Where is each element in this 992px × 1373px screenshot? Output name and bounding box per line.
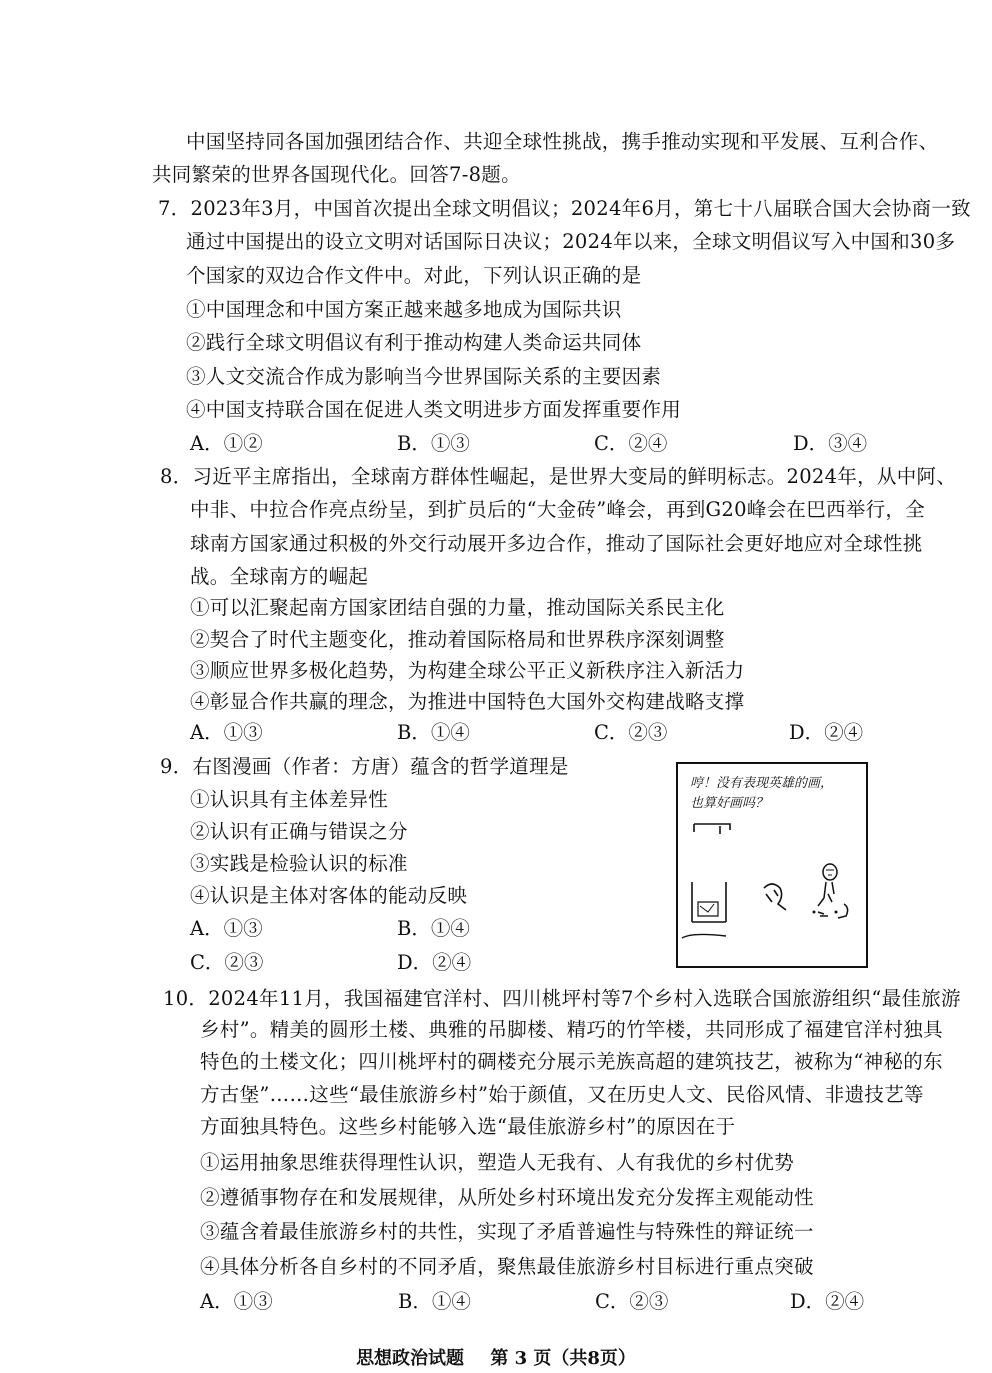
footer-page-number: 第 3 页（共8页） [490,1348,636,1369]
page-footer [0,1344,992,1370]
q7-option-d[interactable]: D．③④ [793,432,868,455]
q9-option-b[interactable]: B．①④ [397,917,470,940]
q9-option-d[interactable]: D．②④ [397,951,472,974]
cartoon-caption-line-2: 也算好画吗？ [690,796,769,811]
footer-subject: 思想政治试题 [356,1348,465,1369]
q9-statement-1: ①认识具有主体差异性 [190,788,389,811]
q8-stem-line-1: 8．习近平主席指出，全球南方群体性崛起，是世界大变局的鲜明标志。2024年，从中阿、 [160,465,957,488]
q10-option-a[interactable]: A．①③ [200,1290,273,1313]
q7-stem-line-3: 个国家的双边合作文件中。对此，下列认识正确的是 [186,264,642,287]
q8-stem-line-4: 战。全球南方的崛起 [190,565,369,588]
cartoon-drawing [678,764,866,966]
q10-stem-line-4: 方古堡”……这些“最佳旅游乡村”始于颜值，又在历史人文、民俗风情、非遗技艺等 [200,1083,924,1106]
q8-option-b[interactable]: B．①④ [397,721,470,744]
q7-option-a[interactable]: A．①② [190,432,263,455]
q8-statement-4: ④彰显合作共赢的理念，为推进中国特色大国外交构建战略支撑 [190,690,745,713]
q9-option-c[interactable]: C．②③ [190,951,264,974]
q9-statement-4: ④认识是主体对客体的能动反映 [190,884,468,907]
q10-option-b[interactable]: B．①④ [398,1290,471,1313]
q10-option-d[interactable]: D．②④ [790,1290,865,1313]
q8-statement-1: ①可以汇聚起南方国家团结自强的力量，推动国际关系民主化 [190,596,725,619]
q7-statement-4: ④中国支持联合国在促进人类文明进步方面发挥重要作用 [186,398,682,421]
q10-stem-line-3: 特色的土楼文化；四川桃坪村的碉楼充分展示羌族高超的建筑技艺，被称为“神秘的东 [200,1050,943,1073]
q10-statement-3: ③蕴含着最佳旅游乡村的共性，实现了矛盾普遍性与特殊性的辩证统一 [200,1220,814,1243]
q7-option-b[interactable]: B．①③ [397,432,470,455]
intro-line-2: 共同繁荣的世界各国现代化。回答7-8题。 [152,163,521,186]
q8-option-a[interactable]: A．①③ [190,721,263,744]
q8-statement-3: ③顺应世界多极化趋势，为构建全球公平正义新秩序注入新活力 [190,659,745,682]
q7-statement-3: ③人文交流合作成为影响当今世界国际关系的主要因素 [186,365,662,388]
intro-line-1: 中国坚持同各国加强团结合作、共迎全球性挑战，携手推动实现和平发展、互利合作、 [186,130,939,153]
q8-stem-line-3: 球南方国家通过积极的外交行动展开多边合作，推动了国际社会更好地应对全球性挑 [190,532,923,555]
q10-option-c[interactable]: C．②③ [595,1290,669,1313]
q7-option-c[interactable]: C．②④ [594,432,668,455]
q7-stem-line-1: 7．2023年3月，中国首次提出全球文明倡议；2024年6月，第七十八届联合国大会协商一致 [158,197,971,220]
q7-statement-1: ①中国理念和中国方案正越来越多地成为国际共识 [186,298,622,321]
q8-statement-2: ②契合了时代主题变化，推动着国际格局和世界秩序深刻调整 [190,628,725,651]
cartoon-illustration [676,762,868,968]
q10-stem-line-2: 乡村”。精美的圆形土楼、典雅的吊脚楼、精巧的竹竿楼，共同形成了福建官洋村独具 [200,1018,943,1041]
q10-stem-line-5: 方面独具特色。这些乡村能够入选“最佳旅游乡村”的原因在于 [200,1115,736,1138]
q10-statement-1: ①运用抽象思维获得理性认识，塑造人无我有、人有我优的乡村优势 [200,1151,795,1174]
q8-option-d[interactable]: D．②④ [789,721,864,744]
q9-stem: 9．右图漫画（作者：方唐）蕴含的哲学道理是 [160,755,569,778]
q9-statement-3: ③实践是检验认识的标准 [190,852,408,875]
q9-statement-2: ②认识有正确与错误之分 [190,820,408,843]
q10-statement-4: ④具体分析各自乡村的不同矛盾，聚焦最佳旅游乡村目标进行重点突破 [200,1255,814,1278]
q8-option-c[interactable]: C．②③ [594,721,668,744]
cartoon-caption-line-1: 哼！没有表现英雄的画， [690,776,834,791]
q7-statement-2: ②践行全球文明倡议有利于推动构建人类命运共同体 [186,331,642,354]
q7-stem-line-2: 通过中国提出的设立文明对话国际日决议；2024年以来，全球文明倡议写入中国和30多 [186,230,956,253]
q8-stem-line-2: 中非、中拉合作亮点纷呈，到扩员后的“大金砖”峰会，再到G20峰会在巴西举行，全 [190,498,926,521]
q9-option-a[interactable]: A．①③ [190,917,263,940]
q10-statement-2: ②遵循事物存在和发展规律，从所处乡村环境出发充分发挥主观能动性 [200,1186,814,1209]
q10-stem-line-1: 10．2024年11月，我国福建官洋村、四川桃坪村等7个乡村入选联合国旅游组织“最佳旅游 [163,987,961,1010]
